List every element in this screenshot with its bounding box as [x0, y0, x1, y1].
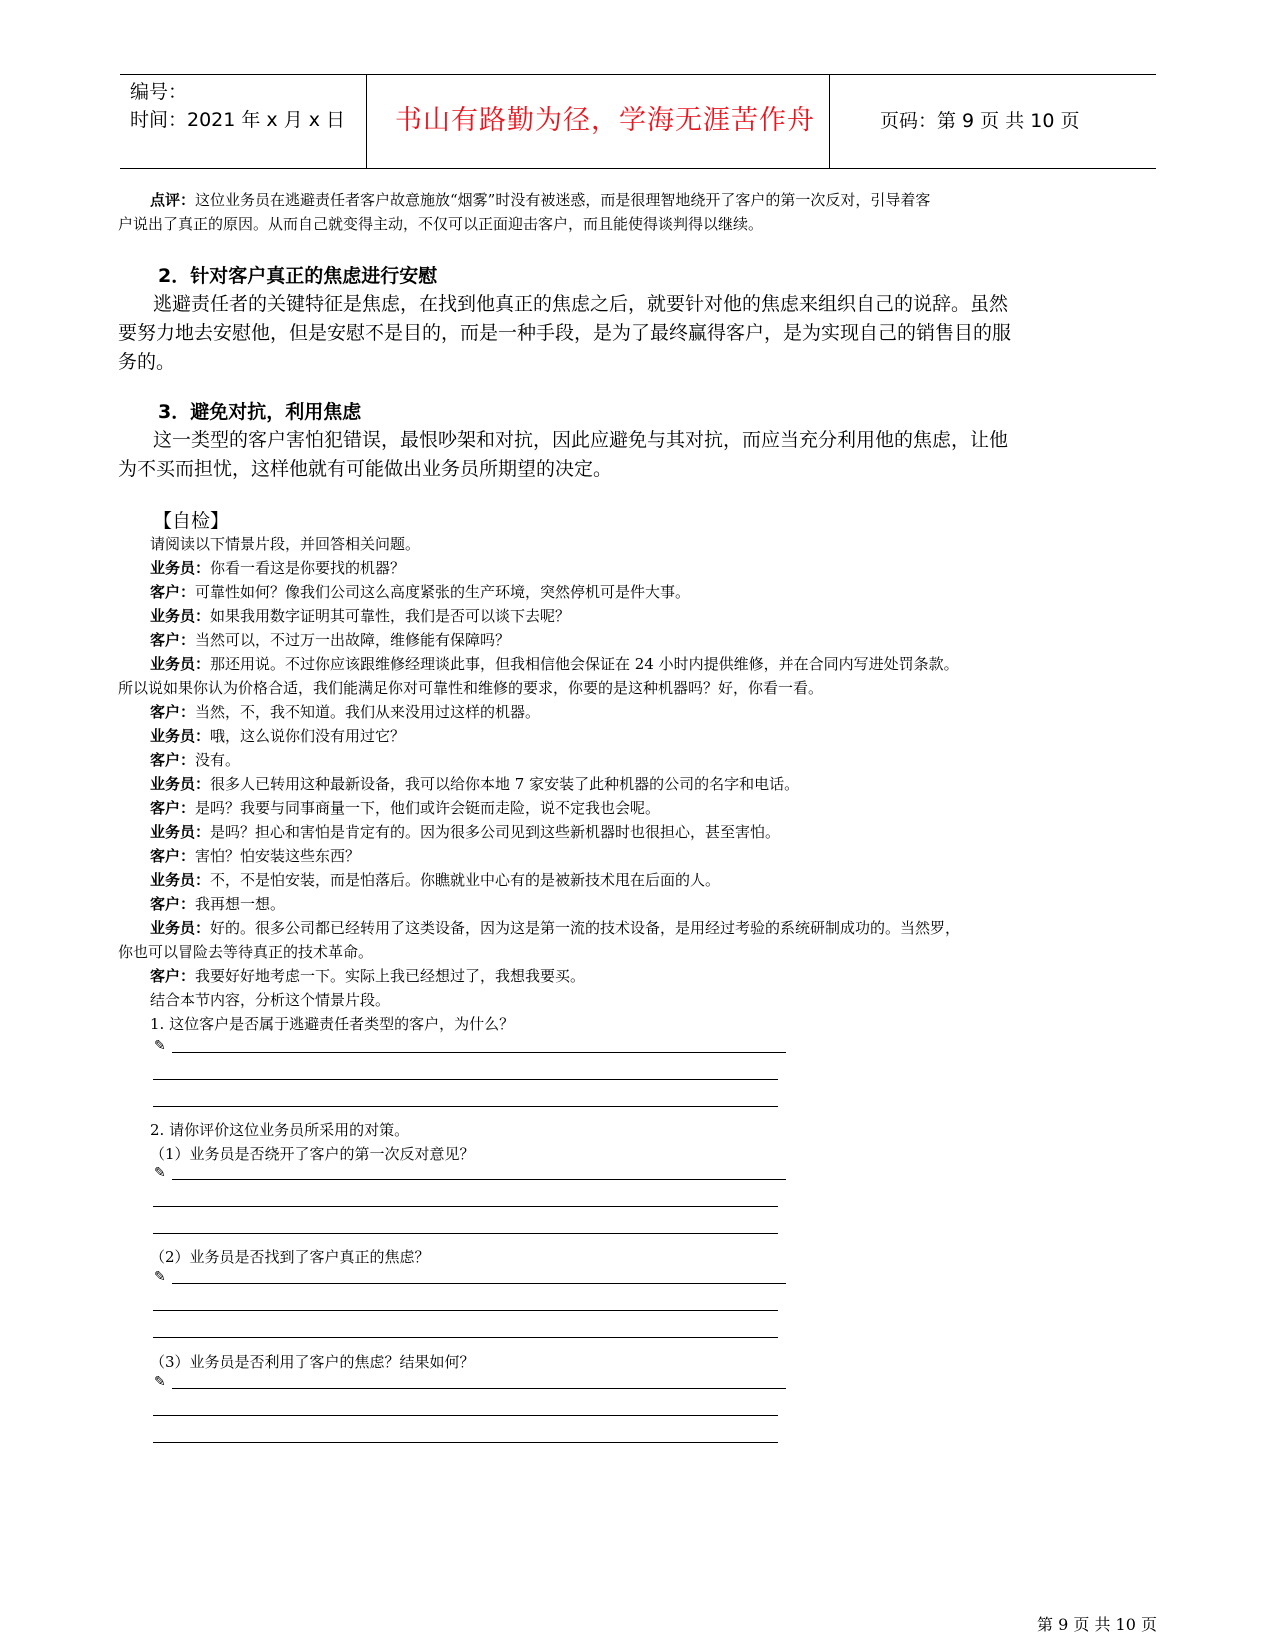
utterance: 哦，这么说你们没有用过它？ — [210, 727, 406, 745]
utterance: 我要好好地考虑一下。实际上我已经想过了，我想我要买。 — [195, 967, 586, 985]
dialogue-continuation: 你也可以冒险去等待真正的技术革命。 — [118, 943, 374, 961]
utterance: 当然可以，不过万一出故障，维修能有保障吗？ — [195, 631, 511, 649]
dialogue-line — [150, 556, 405, 581]
answer-line[interactable] — [153, 1233, 778, 1234]
speaker: 业务员： — [150, 655, 211, 673]
time-label: 时间：2021 年 x 月 x 日 — [130, 109, 346, 131]
utterance: 不，不是怕安装，而是怕落后。你瞧就业中心有的是被新技术甩在后面的人。 — [210, 871, 721, 889]
speaker: 客户： — [150, 895, 196, 913]
question-2-1: （1）业务员是否绕开了客户的第一次反对意见？ — [150, 1145, 475, 1163]
speaker: 业务员： — [150, 919, 211, 937]
utterance: 可靠性如何？像我们公司这么高度紧张的生产环境，突然停机可是件大事。 — [195, 583, 691, 601]
speaker: 业务员： — [150, 871, 211, 889]
self-check-title: 【自检】 — [153, 510, 230, 532]
speaker: 客户： — [150, 751, 196, 769]
header-motto: 书山有路勤为径，学海无涯苦作舟 — [395, 105, 815, 136]
dialogue-line — [150, 964, 585, 989]
utterance: 当然，不，我不知道。我们从来没用过这样的机器。 — [195, 703, 541, 721]
dialogue-line — [150, 628, 510, 653]
dialogue-line — [150, 868, 720, 893]
speaker: 业务员： — [150, 823, 211, 841]
section-3-heading: 3．避免对抗，利用焦虑 — [158, 401, 362, 423]
pen-icon: ✎ — [154, 1374, 166, 1390]
speaker: 客户： — [150, 847, 196, 865]
comment-text-1: 这位业务员在逃避责任者客户故意施放“烟雾”时没有被迷惑，而是很理智地绕开了客户的第一次反对，引导着客 — [195, 191, 931, 209]
dialogue-line — [150, 892, 285, 917]
utterance: 没有。 — [195, 751, 241, 769]
answer-line[interactable] — [153, 1337, 778, 1338]
answer-line[interactable] — [153, 1310, 778, 1311]
utterance: 我再想一想。 — [195, 895, 286, 913]
answer-line[interactable] — [172, 1179, 786, 1180]
section-2-line-1: 逃避责任者的关键特征是焦虑，在找到他真正的焦虑之后，就要针对他的焦虑来组织自己的说辞。虽然 — [153, 293, 1009, 315]
page-header — [120, 74, 1156, 169]
section-2-line-3: 务的。 — [118, 351, 176, 373]
header-divider — [829, 75, 830, 168]
speaker: 客户： — [150, 799, 196, 817]
speaker: 业务员： — [150, 727, 211, 745]
speaker: 业务员： — [150, 559, 211, 577]
utterance: 害怕？怕安装这些东西？ — [195, 847, 361, 865]
answer-line[interactable] — [172, 1388, 786, 1389]
question-2-2: （2）业务员是否找到了客户真正的焦虑？ — [150, 1248, 430, 1266]
utterance: 好的。很多公司都已经转用了这类设备，因为这是第一流的技术设备，是用经过考验的系统研制成功的。当然罗， — [210, 919, 961, 937]
section-2-heading: 2．针对客户真正的焦虑进行安慰 — [158, 265, 438, 287]
header-meta — [130, 78, 345, 134]
page-footer: 第 9 页 共 10 页 — [1037, 1615, 1157, 1634]
answer-line[interactable] — [172, 1283, 786, 1284]
pen-icon: ✎ — [154, 1165, 166, 1181]
question-2: 2. 请你评价这位业务员所采用的对策。 — [150, 1121, 410, 1139]
question-2-3: （3）业务员是否利用了客户的焦虑？结果如何？ — [150, 1353, 475, 1371]
task-text: 结合本节内容，分析这个情景片段。 — [150, 991, 391, 1009]
speaker: 业务员： — [150, 607, 211, 625]
comment-line-1 — [150, 188, 930, 213]
dialogue-line — [150, 652, 959, 677]
answer-line[interactable] — [153, 1206, 778, 1207]
speaker: 客户： — [150, 631, 196, 649]
dialogue-line — [150, 748, 240, 773]
section-3-line-2: 为不买而担忧，这样他就有可能做出业务员所期望的决定。 — [118, 458, 613, 480]
utterance: 你看一看这是你要找的机器？ — [210, 559, 406, 577]
utterance: 如果我用数字证明其可靠性，我们是否可以谈下去呢？ — [210, 607, 571, 625]
utterance: 是吗？担心和害怕是肯定有的。因为很多公司见到这些新机器时也很担心，甚至害怕。 — [210, 823, 781, 841]
dialogue-line — [150, 796, 660, 821]
speaker: 客户： — [150, 583, 196, 601]
dialogue-line — [150, 604, 570, 629]
answer-line[interactable] — [172, 1052, 786, 1053]
pen-icon: ✎ — [154, 1038, 166, 1054]
question-1: 1. 这位客户是否属于逃避责任者类型的客户，为什么？ — [150, 1015, 515, 1033]
answer-line[interactable] — [153, 1079, 778, 1080]
speaker: 客户： — [150, 703, 196, 721]
comment-line-2: 户说出了真正的原因。从而自己就变得主动，不仅可以正面迎击客户，而且能使得谈判得以继续。 — [118, 215, 764, 233]
utterance: 是吗？我要与同事商量一下，他们或许会铤而走险，说不定我也会呢。 — [195, 799, 661, 817]
answer-line[interactable] — [153, 1442, 778, 1443]
dialogue-line — [150, 724, 405, 749]
section-2-line-2: 要努力地去安慰他，但是安慰不是目的，而是一种手段，是为了最终赢得客户，是为实现自己的销售目的服 — [118, 322, 1012, 344]
dialogue-line — [150, 844, 360, 869]
dialogue-line — [150, 916, 960, 941]
speaker: 客户： — [150, 967, 196, 985]
utterance: 很多人已转用这种最新设备，我可以给你本地 7 家安装了此种机器的公司的名字和电话。 — [210, 775, 800, 793]
utterance: 那还用说。不过你应该跟维修经理谈此事，但我相信他会保证在 24 小时内提供维修，并在合同内写进处罚条款。 — [210, 655, 959, 673]
dialogue-line — [150, 580, 690, 605]
speaker: 业务员： — [150, 775, 211, 793]
answer-line[interactable] — [153, 1106, 778, 1107]
section-3-line-1: 这一类型的客户害怕犯错误，最恨吵架和对抗，因此应避免与其对抗，而应当充分利用他的焦虑，让他 — [153, 429, 1009, 451]
number-label: 编号： — [130, 81, 188, 103]
dialogue-line — [150, 772, 799, 797]
answer-line[interactable] — [153, 1415, 778, 1416]
comment-label: 点评： — [150, 191, 196, 209]
dialogue-continuation: 所以说如果你认为价格合适，我们能满足你对可靠性和维修的要求，你要的是这种机器吗？好，你看一看。 — [118, 679, 824, 697]
self-check-intro: 请阅读以下情景片段，并回答相关问题。 — [150, 535, 421, 553]
dialogue-line — [150, 820, 780, 845]
header-page-info: 页码：第 9 页 共 10 页 — [880, 110, 1080, 132]
pen-icon: ✎ — [154, 1269, 166, 1285]
dialogue-line — [150, 700, 540, 725]
header-divider — [366, 75, 367, 168]
